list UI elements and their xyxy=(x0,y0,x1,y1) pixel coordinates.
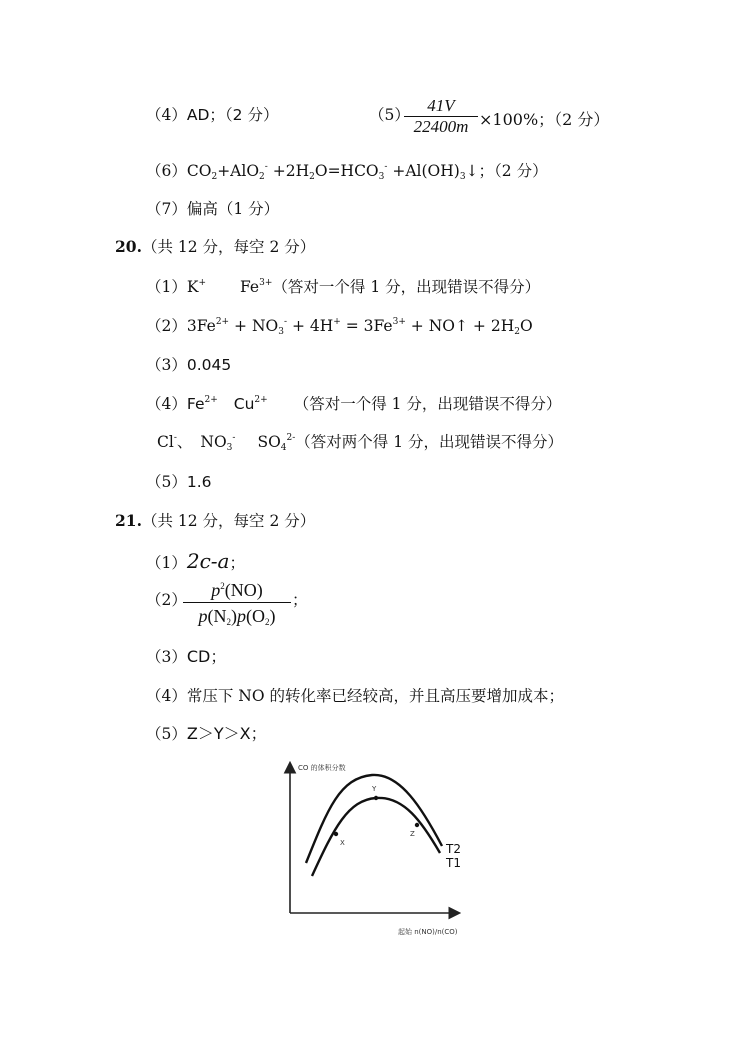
q20-answer-2 xyxy=(146,316,533,336)
point-z-label: Z xyxy=(410,830,415,838)
fraction-numerator: 41V xyxy=(427,96,455,115)
answer-text: 1.6 xyxy=(186,473,212,491)
q21-answer-3 xyxy=(146,647,226,667)
answer-label: （2） xyxy=(146,317,187,335)
ion: Fe xyxy=(240,278,260,296)
answer-text: 0.045 xyxy=(186,356,232,374)
formula-part: + 4H xyxy=(287,317,334,335)
answer-5-label: （5） xyxy=(369,106,410,124)
subscript: 2 xyxy=(211,172,218,182)
ion: K xyxy=(186,278,199,296)
superscript: + xyxy=(333,317,341,327)
q20-answer-1 xyxy=(146,277,540,297)
formula-part: + NO xyxy=(229,317,279,335)
answer-4 xyxy=(146,105,278,125)
question-scoring: （共 12 分，每空 2 分） xyxy=(141,512,316,530)
formula-part: CO xyxy=(186,162,212,180)
formula-part: = 3Fe xyxy=(340,317,393,335)
superscript: 2 xyxy=(220,581,225,591)
answer-label: （3） xyxy=(146,356,187,374)
subscript: 4 xyxy=(280,443,287,453)
subscript: 2 xyxy=(259,172,265,182)
superscript: - xyxy=(264,162,268,172)
q21-answer-4 xyxy=(146,686,564,706)
formula-part: ↓；（2 分） xyxy=(465,162,548,180)
superscript: 2+ xyxy=(204,395,218,405)
equilibrium-constant-fraction xyxy=(183,578,291,629)
answer-label: （4） xyxy=(146,106,187,124)
fraction-denominator: $p(N_2)p(O_2)$ xyxy=(198,606,276,627)
answer-label: （5） xyxy=(146,725,187,743)
point-y-label: Y xyxy=(372,785,377,793)
score-text: ；（2 分） xyxy=(538,110,610,129)
answer-label: （1） xyxy=(146,278,187,296)
answer-label: （1） xyxy=(146,554,187,572)
answer-label: （6） xyxy=(146,162,187,180)
question-scoring: （共 12 分，每空 2 分） xyxy=(141,238,316,256)
formula-part: +2H xyxy=(267,162,310,180)
point-x-label: X xyxy=(340,839,345,847)
formula-part: + 2H xyxy=(468,317,515,335)
answer-6 xyxy=(146,161,548,181)
point-y xyxy=(374,796,378,800)
q20-answer-3 xyxy=(146,355,231,375)
punctuation: ； xyxy=(229,554,245,572)
pressure-symbol: p xyxy=(211,580,221,600)
answer-text: 偏高（1 分） xyxy=(186,200,280,218)
gas-arrow: ↑ xyxy=(455,317,468,335)
fraction-41v xyxy=(404,96,478,137)
answer-text: Z＞Y＞X； xyxy=(186,724,267,743)
answer-label: （5） xyxy=(146,473,187,491)
answer-label: （3） xyxy=(146,648,187,666)
species: (NO) xyxy=(224,580,263,600)
point-z xyxy=(415,823,419,827)
y-axis-label: CO 的体积分数 xyxy=(298,764,346,772)
superscript: 2+ xyxy=(254,395,268,405)
superscript: + xyxy=(198,278,207,288)
subscript: 2 xyxy=(309,172,315,182)
series-label-t2: T2 xyxy=(446,842,461,856)
subscript: 3 xyxy=(378,172,385,182)
scoring-note: （答对两个得 1 分，出现错误不得分） xyxy=(295,433,564,451)
answer-label: （4） xyxy=(146,687,187,705)
subscript: 2 xyxy=(514,327,520,337)
formula-part: + NO xyxy=(405,317,455,335)
formula-part: +AlO xyxy=(217,162,260,180)
q20-answer-5 xyxy=(146,472,212,492)
ion: SO xyxy=(257,433,281,451)
subscript: 3 xyxy=(226,443,233,453)
formula-part: 3Fe xyxy=(186,317,216,335)
co-volume-fraction-chart xyxy=(270,758,480,948)
scoring-note: （答对一个得 1 分，出现错误不得分） xyxy=(272,278,541,296)
answer-5-tail xyxy=(479,110,609,130)
percent-text: ×100% xyxy=(479,110,539,129)
question-number: 20. xyxy=(115,237,142,256)
answer-label: （4） xyxy=(146,395,187,413)
formula-part: O xyxy=(519,317,533,335)
ion: Cu xyxy=(233,395,255,413)
superscript: 3+ xyxy=(392,317,406,327)
superscript: 2- xyxy=(286,433,296,443)
q21-answer-1 xyxy=(146,551,245,573)
formula-part: +Al(OH) xyxy=(387,162,460,180)
question-20-heading xyxy=(115,237,315,257)
ion: Fe xyxy=(186,395,205,413)
superscript: - xyxy=(283,317,288,327)
q21-answer-2-label: （2） xyxy=(146,591,187,609)
answer-7 xyxy=(146,199,279,219)
superscript: - xyxy=(232,433,236,443)
q21-answer-5 xyxy=(146,724,267,744)
scoring-note: （答对一个得 1 分，出现错误不得分） xyxy=(293,395,562,413)
separator: 、 xyxy=(176,433,193,451)
q20-answer-4 xyxy=(146,394,561,414)
answer-expression: 2c-a xyxy=(186,549,230,573)
superscript: 2+ xyxy=(215,317,230,327)
point-x xyxy=(334,832,338,836)
answer-text: AD；（2 分） xyxy=(186,106,279,124)
series-label-t1: T1 xyxy=(446,856,461,870)
ion: Cl xyxy=(157,433,174,451)
answer-text: CD； xyxy=(186,647,227,666)
ion: NO xyxy=(200,433,227,451)
fraction-numerator xyxy=(183,578,291,602)
punctuation: ； xyxy=(292,591,308,609)
answer-label: （7） xyxy=(146,200,187,218)
subscript: 3 xyxy=(278,327,284,337)
superscript: 3+ xyxy=(259,278,273,288)
fraction-denominator: 22400m xyxy=(413,117,469,136)
question-number: 21. xyxy=(115,511,142,530)
superscript: - xyxy=(173,433,177,443)
q20-answer-4-anions xyxy=(157,432,563,452)
x-axis-label: 起始 n(NO)/n(CO) xyxy=(398,928,458,936)
question-21-heading xyxy=(115,511,315,531)
formula-part: O=HCO xyxy=(314,162,379,180)
answer-text: 常压下 NO 的转化率已经较高，并且高压要增加成本； xyxy=(186,687,565,705)
subscript: 3 xyxy=(459,172,466,182)
superscript: - xyxy=(384,162,388,172)
